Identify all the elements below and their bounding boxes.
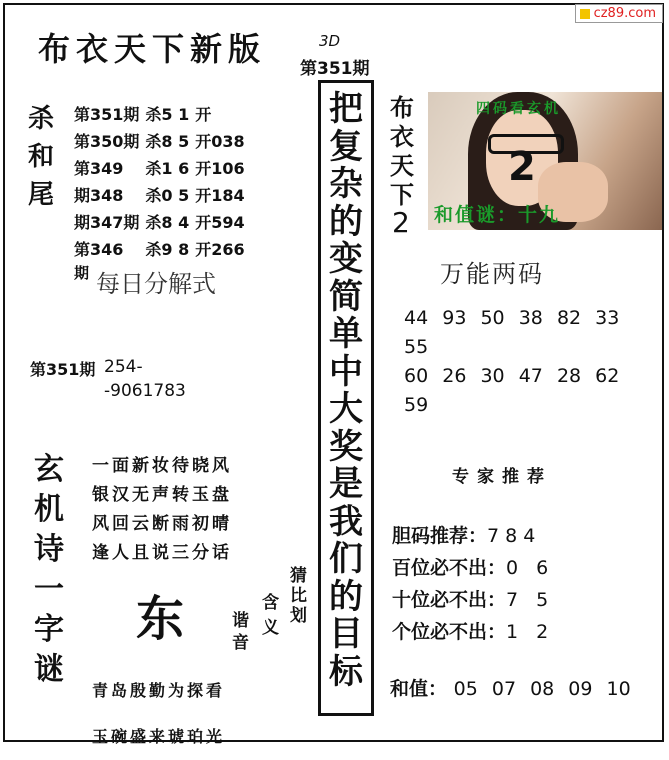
sum-values: 05 07 08 09 10 (453, 678, 631, 700)
poem-line: 银汉无声转玉盘 (92, 485, 232, 505)
universal-two-codes-numbers: 44 93 50 38 82 33 55 60 26 30 47 28 62 59 (404, 307, 620, 416)
promo-photo (428, 92, 662, 230)
brand-vertical: 布 衣 天 下 (390, 94, 414, 209)
poem-line: 青岛殷勤为探看 (92, 681, 226, 700)
poem-lines (92, 452, 232, 568)
slogan-box: 把 复 杂 的 变 简 单 中 大 奖 是 我 们 的 目 标 (318, 80, 374, 716)
site-watermark[interactable] (575, 4, 663, 23)
poem-line: 逢人且说三分话 (92, 543, 232, 563)
sum-values-line (390, 674, 631, 701)
list-item: 百位必不出：0 6 (392, 557, 555, 579)
note-meaning: 含 义 (262, 593, 279, 638)
table-row: 第349 杀1 6 开106 (74, 159, 245, 178)
decomp-value-2: -9061783 (104, 381, 186, 401)
table-row: 第346 杀9 8 开266 (74, 240, 245, 259)
poem-line: 一面新妆待晓风 (92, 456, 232, 476)
history-table (74, 100, 251, 262)
logo-square-icon (580, 9, 590, 19)
brand-number: 2 (392, 206, 410, 239)
sha-he-wei-label: 杀 和 尾 (28, 104, 55, 210)
poem-riddle-title: 玄 机 诗 一 字 谜 (34, 452, 64, 687)
table-row: 期347期 杀8 4 开594 (74, 213, 245, 232)
decomp-issue-label: 第351期 (30, 360, 96, 379)
watermark-text: cz89.com (593, 6, 656, 21)
poem-line: 玉碗盛来琥珀光 (92, 727, 226, 746)
decomp-issue-suffix: 期 (74, 264, 90, 282)
expert-recommend-title: 专家推荐 (452, 467, 552, 487)
riddle-answer-char: 东 (136, 591, 185, 647)
note-homophone: 谐 音 (232, 611, 249, 653)
photo-footer-text: 和值谜：十九 (434, 204, 561, 226)
list-item: 十位必不出：7 5 (392, 589, 555, 611)
poem-bottom (92, 668, 225, 760)
list-item: 胆码推荐：784 (392, 525, 542, 547)
daily-decomposition-title: 每日分解式 (96, 270, 216, 298)
list-item: 个位必不出：1 2 (392, 621, 555, 643)
recommend-list (392, 520, 554, 648)
table-row: 期348 杀0 5 开184 (74, 186, 245, 205)
universal-two-codes-title: 万能两码 (440, 260, 544, 288)
table-row: 第350期 杀8 5 开038 (74, 132, 245, 151)
issue-number: 第351期 (300, 59, 370, 79)
sum-label: 和值： (390, 678, 448, 700)
poem-line: 风回云断雨初晴 (92, 514, 232, 534)
note-guess: 猜 比 划 (290, 566, 307, 626)
lottery-type: 3D (319, 32, 341, 50)
table-row: 第351期 杀5 1 开 (74, 105, 212, 124)
page-title: 布衣天下新版 (38, 30, 267, 68)
photo-header-text: 四码看玄机 (476, 101, 561, 117)
decomp-value-1: 254- (104, 357, 143, 377)
photo-big-number: 2 (508, 144, 536, 190)
